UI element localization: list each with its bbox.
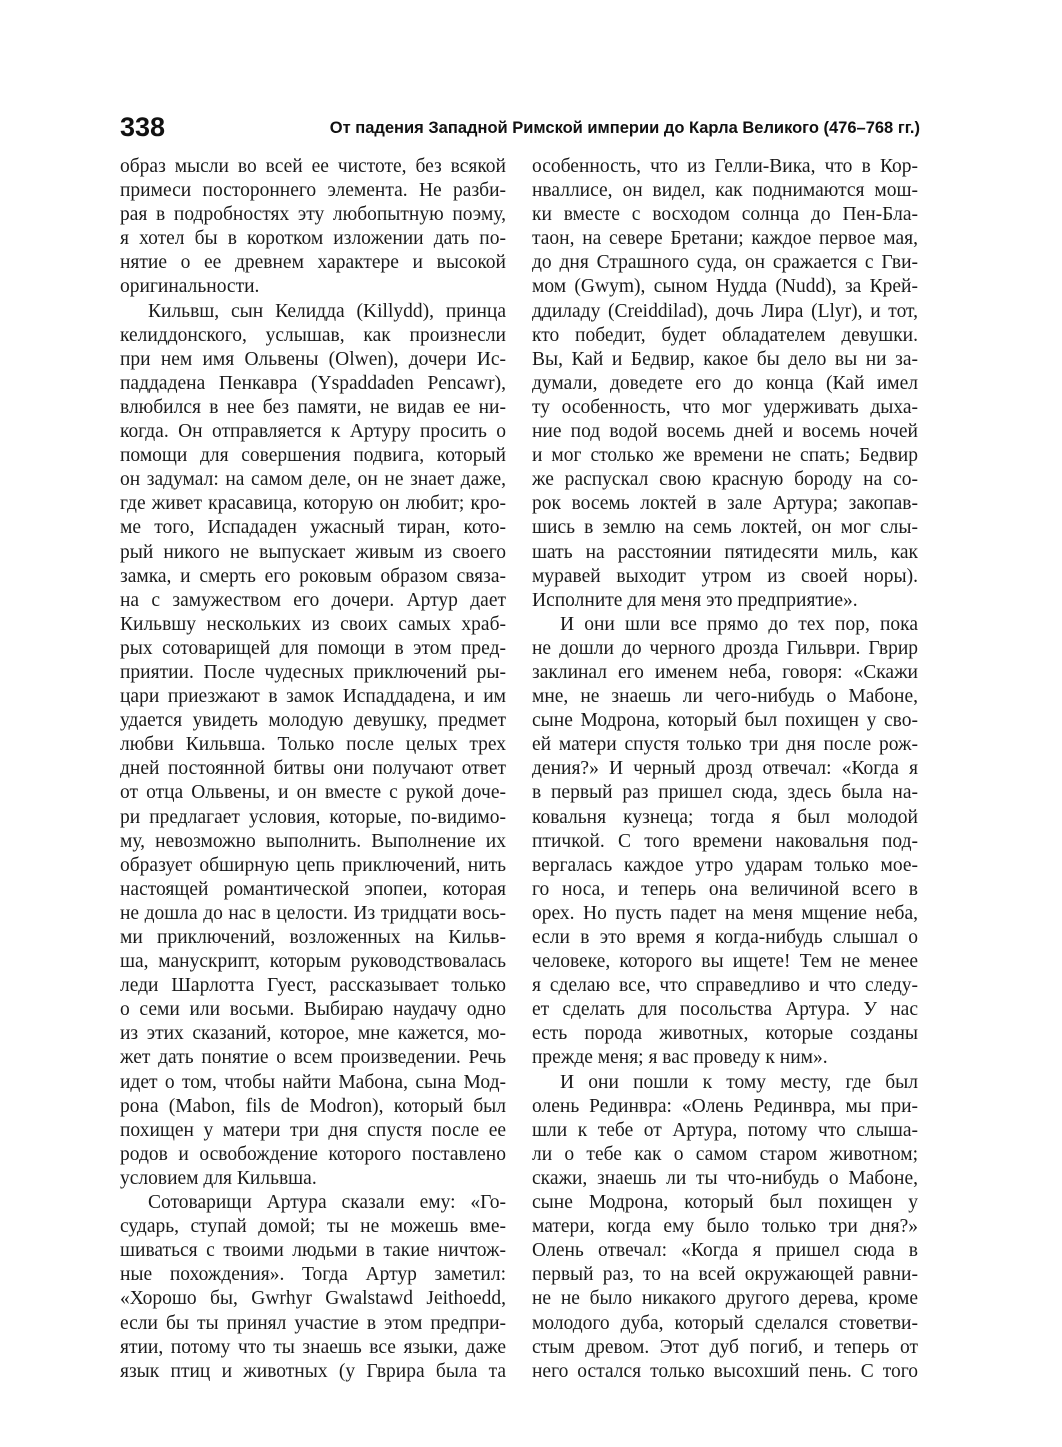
text-line: думали, доведете его до конца (Кай имел (532, 372, 918, 394)
text-line: ми приключений, возложенных на Кильв- (120, 927, 506, 948)
right-text-column (532, 155, 918, 1384)
text-line: если в это время я когда-нибудь слышал о (532, 927, 918, 948)
text-line: Вы, Кай и Бедвир, какое бы дело вы ни за- (532, 348, 918, 370)
text-line: ша, манускрипт, которым руководствовалась (120, 951, 506, 973)
text-line: оригинальности. (120, 276, 260, 298)
text-line: сударь, ступай домой; ты не можешь вме- (120, 1216, 506, 1238)
text-line: муравей выходит утром из своей норы). (532, 565, 918, 587)
text-line: рок восемь локтей в зале Артура; закопав- (532, 493, 918, 515)
text-line: настоящей романтической эпопеи, которая (120, 878, 506, 900)
text-line: шли к тебе от Артура, потому что слыша- (532, 1119, 918, 1141)
text-line: есть порода животных, которые созданы (532, 1023, 918, 1045)
text-line: шись в землю на семь локтей, он мог слы- (532, 517, 918, 539)
text-line: орех. Но пусть падет на меня мщение неба, (532, 902, 918, 924)
text-line: ковальня кузнеца; тогда я был молодой (532, 806, 918, 828)
text-line: человеке, которого вы ищете! Тем не менее (532, 951, 918, 973)
text-line: от отца Ольвены, и он вместе с рукой доче- (120, 782, 506, 804)
text-line: идет о том, чтобы найти Мабона, сына Мод- (120, 1071, 506, 1093)
text-line: из этих сказаний, которое, мне кажется, мо- (120, 1023, 506, 1045)
text-line: замка, и смерть его роковым образом связа- (120, 565, 506, 587)
text-line: сыне Модрона, который был похищен у (532, 1192, 918, 1214)
text-line: Олень отвечал: «Когда я пришел сюда в (532, 1240, 918, 1262)
text-line: таон, на севере Бретани; каждое первое мая, (532, 228, 918, 250)
text-line: Кильвш, сын Келидда (Killydd), принца (148, 300, 506, 322)
text-line: ту особенность, что мог удерживать дыха- (532, 396, 918, 418)
text-line: шиваться с твоими людьми в такие ничтож- (120, 1240, 506, 1262)
page-number: 338 (120, 112, 166, 142)
text-line: удается увидеть молодую девушку, предмет (120, 710, 506, 732)
text-line: не дошли до черного дрозда Гильври. Гврир (532, 637, 918, 659)
text-line: скажи, знаешь ли ты что-нибудь о Мабоне, (532, 1167, 918, 1189)
text-line: когда. Он отправляется к Артуру просить о (120, 421, 506, 443)
text-line: если бы ты принял участие в этом предпри- (120, 1312, 506, 1334)
text-line: ддиладу (Creiddilad), дочь Лира (Llyr), и тот, (532, 300, 918, 322)
text-line: молодого дуба, который сделался стоветви- (532, 1312, 918, 1334)
text-line: нятие о ее древнем характере и высокой (120, 252, 506, 274)
text-line: примеси постороннего элемента. Не разби- (120, 180, 506, 202)
text-line: образует обширную цепь приключений, нить (120, 854, 506, 876)
text-line: Кильвшу нескольких из своих самых храб- (120, 613, 506, 635)
text-line: мне, не знаешь ли чего-нибудь о Мабоне, (532, 686, 918, 708)
text-line: на с замужеством его дочери. Артур дает (120, 589, 506, 611)
text-line: ей матери спустя только три дня после рож- (532, 734, 918, 756)
text-line: нваллисе, он видел, как поднимаются мош- (532, 180, 918, 202)
text-line: ные похождения». Тогда Артур заметил: (120, 1264, 506, 1286)
text-line: кто победит, будет обладателем девушки. (532, 324, 918, 346)
text-line: о семи или восьми. Выбираю наудачу одно (120, 999, 506, 1021)
text-line: не дошла до нас в целости. Из тридцати вось- (120, 902, 506, 924)
text-line: шать на расстоянии пятидесяти миль, как (532, 541, 918, 563)
text-line: му, невозможно выполнить. Выполнение их (120, 830, 506, 852)
text-line: помощи для совершения подвига, который (120, 445, 506, 467)
text-line: леди Шарлотта Гуест, рассказывает только (120, 975, 506, 997)
text-line: мом (Gwym), сыном Нудда (Nudd), за Крей- (532, 276, 918, 298)
text-line: жет дать понятие о всем произведении. Речь (120, 1047, 506, 1069)
text-line: вергалась каждое утро ударам только мое- (532, 854, 918, 876)
text-line: ли о тебе как о самом старом животном; (532, 1143, 918, 1165)
text-line: я сделаю все, что справедливо и что следу- (532, 975, 918, 997)
text-line: птичкой. С того времени наковальня под- (532, 830, 918, 852)
text-line: ятии, потому что ты знаешь все языки, даже (120, 1336, 506, 1358)
text-line: до дня Страшного суда, он сражается с Гви- (532, 252, 918, 274)
text-line: Исполните для меня это предприятие». (532, 589, 858, 611)
text-line: ри предлагает условия, которые, по-видимо- (120, 806, 506, 828)
text-line: первый раз, то на всей окружающей равни- (532, 1264, 918, 1286)
text-line: родов и освобождение которого поставлено (120, 1143, 506, 1165)
text-line: он задумал: на самом деле, он не знает даже, (120, 469, 506, 491)
text-line: прежде меня; я вас проведу к ним». (532, 1047, 828, 1069)
text-line: язык птиц и животных (у Гврира была та (120, 1360, 506, 1382)
text-line: ет сделать для посольства Артура. У нас (532, 999, 918, 1021)
text-line: не не было никакого другого дерева, кроме (532, 1288, 918, 1310)
text-line: при нем имя Ольвены (Olwen), дочери Ис- (120, 348, 506, 370)
text-line: в первый раз пришел сюда, здесь была на- (532, 782, 918, 804)
text-line: олень Рединвра: «Олень Рединвра, мы при- (532, 1095, 918, 1117)
text-line: условием для Кильвша. (120, 1167, 317, 1189)
text-line: дней постоянной битвы они получают ответ (120, 758, 506, 780)
text-line: приятии. После чудесных приключений ры- (120, 661, 506, 683)
text-line: цари приезжают в замок Испаддадена, и им (120, 686, 506, 708)
text-line: дения?» И черный дрозд отвечал: «Когда я (532, 758, 918, 780)
text-line: келиддонского, услышав, как произнесли (120, 324, 506, 346)
text-line: образ мысли во всей ее чистоте, без всякой (120, 156, 506, 177)
text-line: я хотел бы в коротком изложении дать по- (120, 228, 506, 250)
text-line: рона (Mabon, fils de Modron), который был (120, 1095, 506, 1117)
text-line: же распускал свою красную бороду на со- (532, 469, 918, 491)
text-line: ме того, Испададен ужасный тиран, кото- (120, 517, 506, 539)
text-line: И они пошли к тому месту, где был (560, 1071, 918, 1093)
text-line: сыне Модрона, который был похищен у сво- (532, 710, 918, 732)
text-line: «Хорошо бы, Gwrhyr Gwalstawd Jeithoedd, (120, 1288, 506, 1310)
page-header (120, 112, 920, 142)
text-line: стым древом. Этот дуб погиб, и теперь от (532, 1336, 918, 1358)
text-line: матери, когда ему было только три дня?» (532, 1216, 918, 1238)
text-line: рая в подробностях эту любопытную поэму, (120, 204, 506, 226)
text-line: и мог столько же времени не спать; Бедвир (532, 445, 918, 467)
text-line: ние под водой восемь дней и восемь ночей (532, 421, 918, 443)
text-line: го носа, и теперь она величиной всего в (532, 878, 918, 900)
running-title: От падения Западной Римской империи до Карла Великого (476–768 гг.) (329, 119, 920, 137)
text-line: любви Кильвша. Только после целых трех (120, 734, 506, 756)
text-line: И они шли все прямо до тех пор, пока (560, 613, 918, 635)
text-line: паддадена Пенкавра (Yspaddaden Pencawr), (120, 372, 506, 394)
text-line: влюбился в нее без памяти, не видав ее ни- (120, 396, 506, 418)
text-line: заклинал его именем неба, говоря: «Скажи (532, 661, 918, 683)
text-line: похищен у матери три дня спустя после ее (120, 1119, 506, 1141)
text-line: ки вместе с восходом солнца до Пен-Бла- (532, 204, 918, 226)
text-line: особенность, что из Гелли-Вика, что в Кор- (532, 156, 918, 177)
text-line: Сотоварищи Артура сказали ему: «Го- (148, 1192, 506, 1214)
text-line: рый никого не выпускает живым из своего (120, 541, 506, 563)
left-text-column (120, 155, 506, 1384)
text-line: где живет красавица, которую он любит; кро- (120, 493, 506, 515)
text-line: рых сотоварищей для помощи в этом пред- (120, 637, 506, 659)
text-line: него остался только высохший пень. С того (532, 1360, 918, 1382)
